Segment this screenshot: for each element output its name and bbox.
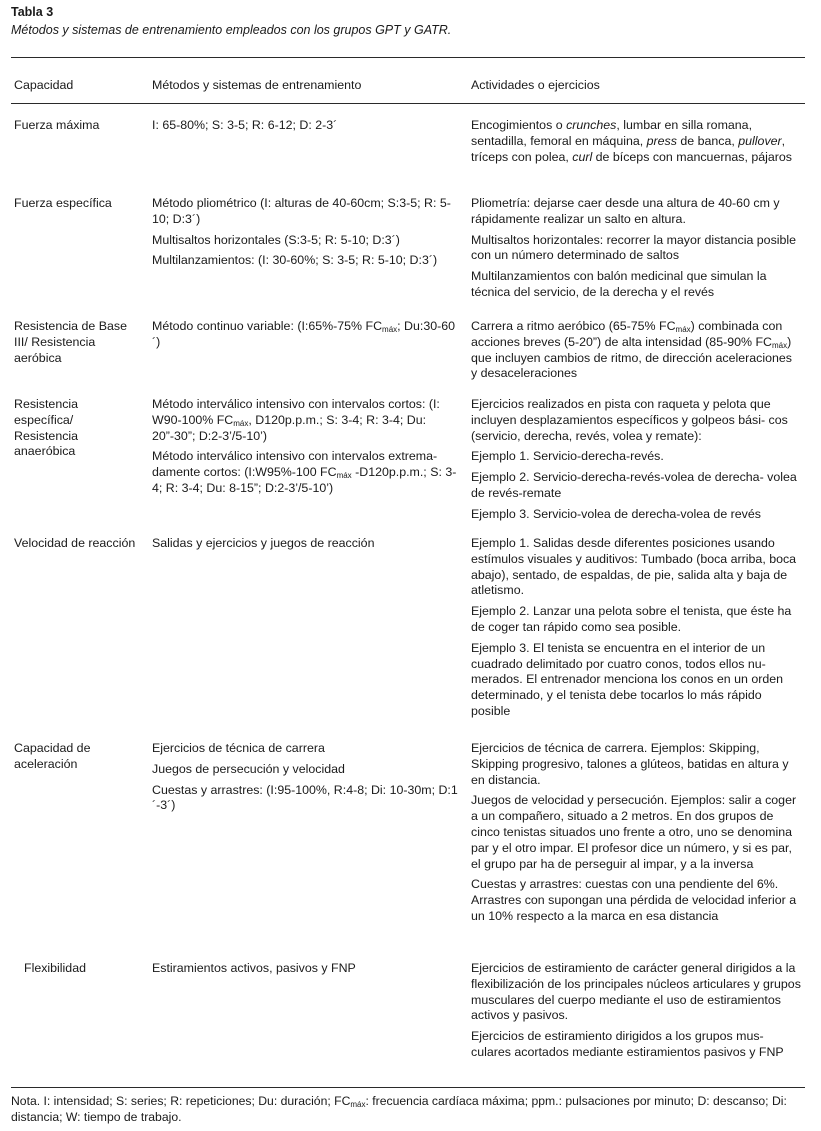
cell-methods	[152, 397, 462, 497]
cell-capacity	[14, 196, 142, 212]
cell-capacity	[14, 741, 142, 773]
activities-paragraph: Multilanzamientos con balón medicinal que simulan la técnica del servicio, de la derecha y el revés	[471, 269, 767, 299]
methods-paragraph: Método pliométrico (I: alturas de 40-60cm; S:3-5; R: 5-10; D:3´)	[152, 196, 451, 226]
cell-activities	[471, 319, 801, 382]
cell-activities	[471, 741, 801, 925]
methods-paragraph: Método interválico intensivo con intervalos extrema- damente cortos: (I:W95%-100 $FC_{máx}$ -D120p.p.m.; S: 3-4; R: 3-4; Du: 8-15”; D:2-3’/5-10’)	[152, 449, 457, 495]
capacity-paragraph: Capacidad de aceleración	[14, 741, 91, 771]
capacity-paragraph: Fuerza máxima	[14, 118, 100, 132]
activities-paragraph: Ejemplo 1. Servicio-derecha-revés.	[471, 449, 664, 464]
cell-activities	[471, 196, 801, 301]
methods-paragraph: Multisaltos horizontales (S:3-5; R: 5-10; D:3´)	[152, 232, 400, 247]
bottom-rule	[11, 1087, 805, 1088]
capacity-paragraph: Fuerza específica	[14, 196, 112, 210]
activities-paragraph: Ejemplo 3. El tenista se encuentra en el interior de un cuadrado delimitado por cuatro conos, todos ellos nu- merados. El entrenador menciona los conos en un orden determinado, y el tenista debe tocarlos lo más rápido posible	[471, 640, 784, 718]
header-capacity: Capacidad	[14, 78, 74, 92]
cell-activities	[471, 536, 801, 720]
cell-capacity	[14, 319, 142, 366]
table-caption-subtitle: Métodos y sistemas de entrenamiento empleados con los grupos GPT y GATR.	[11, 23, 452, 37]
cell-capacity	[14, 118, 142, 134]
activities-paragraph: Ejemplo 1. Salidas desde diferentes posiciones usando estímulos visuales y auditivos: Tumbado (boca arriba, boca abajo), sentado, de espaldas, de pie, salida alta y baja de atletismo.	[471, 536, 797, 598]
activities-paragraph: Ejemplo 2. Lanzar una pelota sobre el tenista, que éste ha de coger tan rápido como sea posible.	[471, 604, 792, 634]
cell-methods	[152, 118, 462, 134]
methods-paragraph: I: 65-80%; S: 3-5; R: 6-12; D: 2-3´	[152, 118, 338, 132]
activities-paragraph: Encogimientos o crunches, lumbar en silla romana, sentadilla, femoral en máquina, press de banca, pullover, tríceps con polea, curl de bíceps con mancuernas, pájaros	[471, 118, 792, 164]
methods-paragraph: Multilanzamientos: (I: 30-60%; S: 3-5; R: 5-10; D:3´)	[152, 253, 438, 268]
cell-methods	[152, 319, 462, 351]
activities-paragraph: Pliometría: dejarse caer desde una altura de 40-60 cm y rápidamente realizar un salto en altura.	[471, 196, 780, 226]
activities-paragraph: Ejercicios de técnica de carrera. Ejemplos: Skipping, Skipping progresivo, talones a glúteos, batidas en altura y en distancia.	[471, 741, 789, 787]
cell-activities	[471, 118, 801, 165]
activities-paragraph: Carrera a ritmo aeróbico (65-75% $FC_{máx}$) combinada con acciones breves (5-20”) de alta intensidad (85-90% $FC_{máx}$) que incluyen cambios de ritmo, de dirección aceleraciones y desaceleraciones	[471, 319, 792, 381]
activities-paragraph: Ejemplo 2. Servicio-derecha-revés-volea de derecha- volea de revés-remate	[471, 470, 797, 500]
cell-capacity	[24, 961, 152, 977]
methods-paragraph: Método interválico intensivo con intervalos cortos: (I: W90-100% $FC_{máx}$, D120p.p.m.; S: 3-4; R: 3-4; Du: 20”-30”; D:2-3’/5-10’)	[152, 397, 440, 443]
cell-methods	[152, 961, 462, 977]
cell-methods	[152, 196, 462, 269]
header-activities: Actividades o ejercicios	[471, 78, 600, 92]
cell-methods	[152, 536, 462, 552]
top-rule	[11, 57, 805, 58]
methods-paragraph: Cuestas y arrastres: (I:95-100%, R:4-8; Di: 10-30m; D:1´-3´)	[152, 782, 458, 813]
methods-paragraph: Salidas y ejercicios y juegos de reacción	[152, 536, 375, 550]
activities-paragraph: Cuestas y arrastres: cuestas con una pendiente del 6%. Arrastres con supongan una pérdida de velocidad inferior a un 10% respecto a la marca en esa distancia	[471, 877, 797, 923]
header-methods: Métodos y sistemas de entrenamiento	[152, 78, 362, 92]
cell-activities	[471, 961, 801, 1061]
activities-paragraph: Ejemplo 3. Servicio-volea de derecha-volea de revés	[471, 506, 761, 521]
activities-paragraph: Juegos de velocidad y persecución. Ejemplos: salir a coger a un compañero, situado a 2 metros. En dos grupos de cinco tenistas situados uno frente a otro, uno se denomina par y el otro impar. El profesor dice un número, y si es par, el grupo par ha de perseguir al impar, y a la inversa	[471, 793, 797, 871]
activities-paragraph: Ejercicios de estiramiento dirigidos a los grupos mus- culares acortados mediante estiramientos pasivos y FNP	[471, 1029, 784, 1059]
header-rule	[11, 103, 805, 104]
methods-paragraph: Juegos de persecución y velocidad	[152, 761, 345, 776]
cell-activities	[471, 397, 801, 523]
activities-paragraph: Multisaltos horizontales: recorrer la mayor distancia posible con un número determinado de saltos	[471, 232, 797, 263]
table-note: Nota. I: intensidad; S: series; R: repeticiones; Du: duración; $FC_{máx}$: frecuencia cardíaca máxima; ppm.: pulsaciones por minuto; D: descanso; Di: distancia; W: tiempo de trabajo.	[11, 1094, 787, 1124]
methods-paragraph: Método continuo variable: (I:65%-75% $FC_{máx}$; Du:30-60´)	[152, 319, 456, 349]
activities-paragraph: Ejercicios de estiramiento de carácter general dirigidos a la flexibilización de los principales núcleos articulares y grupos musculares del cuerpo mediante el uso de estiramientos activos y pasivos.	[471, 961, 801, 1023]
methods-paragraph: Estiramientos activos, pasivos y FNP	[152, 961, 356, 975]
cell-methods	[152, 741, 462, 814]
cell-capacity	[14, 397, 109, 460]
methods-paragraph: Ejercicios de técnica de carrera	[152, 741, 325, 755]
capacity-paragraph: Resistencia de Base III/ Resistencia aeróbica	[14, 319, 127, 365]
table-caption-title: Tabla 3	[11, 5, 54, 19]
capacity-paragraph: Flexibilidad	[24, 961, 86, 975]
activities-paragraph: Ejercicios realizados en pista con raqueta y pelota que incluyen desplazamientos específicos y golpeos bási- cos (servicio, derecha, revés, volea y remate):	[471, 397, 788, 443]
capacity-paragraph: Resistencia específica/ Resistencia anaeróbica	[14, 397, 79, 459]
cell-capacity	[14, 536, 142, 552]
capacity-paragraph: Velocidad de reacción	[14, 536, 136, 550]
